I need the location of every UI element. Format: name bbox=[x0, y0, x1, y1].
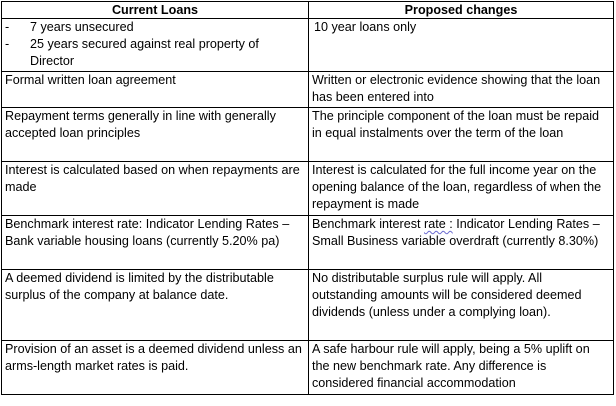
loan-term-list bbox=[5, 19, 305, 71]
current-cell: Interest is calculated based on when repayments are made bbox=[2, 162, 309, 216]
table-row bbox=[2, 72, 614, 108]
list-item bbox=[5, 19, 305, 36]
header-proposed-changes: Proposed changes bbox=[309, 2, 614, 19]
table-row bbox=[2, 216, 614, 270]
comparison-table bbox=[1, 1, 614, 395]
table-row bbox=[2, 108, 614, 162]
proposed-cell: A safe harbour rule will apply, being a 5% uplift on the new benchmark rate. Any difference is considered financial accommodation bbox=[309, 341, 614, 395]
header-current-loans: Current Loans bbox=[2, 2, 309, 19]
table-row bbox=[2, 270, 614, 341]
current-cell: A deemed dividend is limited by the distributable surplus of the company at balance date. bbox=[2, 270, 309, 341]
table-row bbox=[2, 19, 614, 72]
proposed-cell: The principle component of the loan must be repaid in equal instalments over the term of the loan bbox=[309, 108, 614, 162]
current-cell bbox=[2, 19, 309, 72]
current-cell: Formal written loan agreement bbox=[2, 72, 309, 108]
spellcheck-flag: rate : bbox=[424, 217, 453, 231]
header-row bbox=[2, 2, 614, 19]
proposed-text-end: Indicator Lending Rates – Small Business variable overdraft (currently 8.30%) bbox=[312, 217, 600, 249]
proposed-cell: 10 year loans only bbox=[309, 19, 614, 72]
proposed-cell bbox=[309, 216, 614, 270]
proposed-cell: No distributable surplus rule will apply. All outstanding amounts will be considered deemed dividends (unless under a complying loan). bbox=[309, 270, 614, 341]
list-item bbox=[5, 36, 305, 70]
table-row bbox=[2, 341, 614, 395]
list-item-text: 25 years secured against real property of Director bbox=[30, 37, 259, 69]
proposed-text-start: Benchmark interest bbox=[312, 217, 424, 231]
current-cell: Benchmark interest rate: Indicator Lending Rates – Bank variable housing loans (currently 5.20% pa) bbox=[2, 216, 309, 270]
dash-bullet: - bbox=[5, 20, 10, 34]
list-item-text: 7 years unsecured bbox=[30, 20, 134, 34]
proposed-cell: Written or electronic evidence showing that the loan has been entered into bbox=[309, 72, 614, 108]
current-cell: Repayment terms generally in line with generally accepted loan principles bbox=[2, 108, 309, 162]
table-row bbox=[2, 162, 614, 216]
current-cell: Provision of an asset is a deemed dividend unless an arms-length market rates is paid. bbox=[2, 341, 309, 395]
loan-comparison-document bbox=[1, 1, 613, 395]
proposed-cell: Interest is calculated for the full income year on the opening balance of the loan, regardless of when the repayment is made bbox=[309, 162, 614, 216]
dash-bullet: - bbox=[5, 37, 10, 52]
